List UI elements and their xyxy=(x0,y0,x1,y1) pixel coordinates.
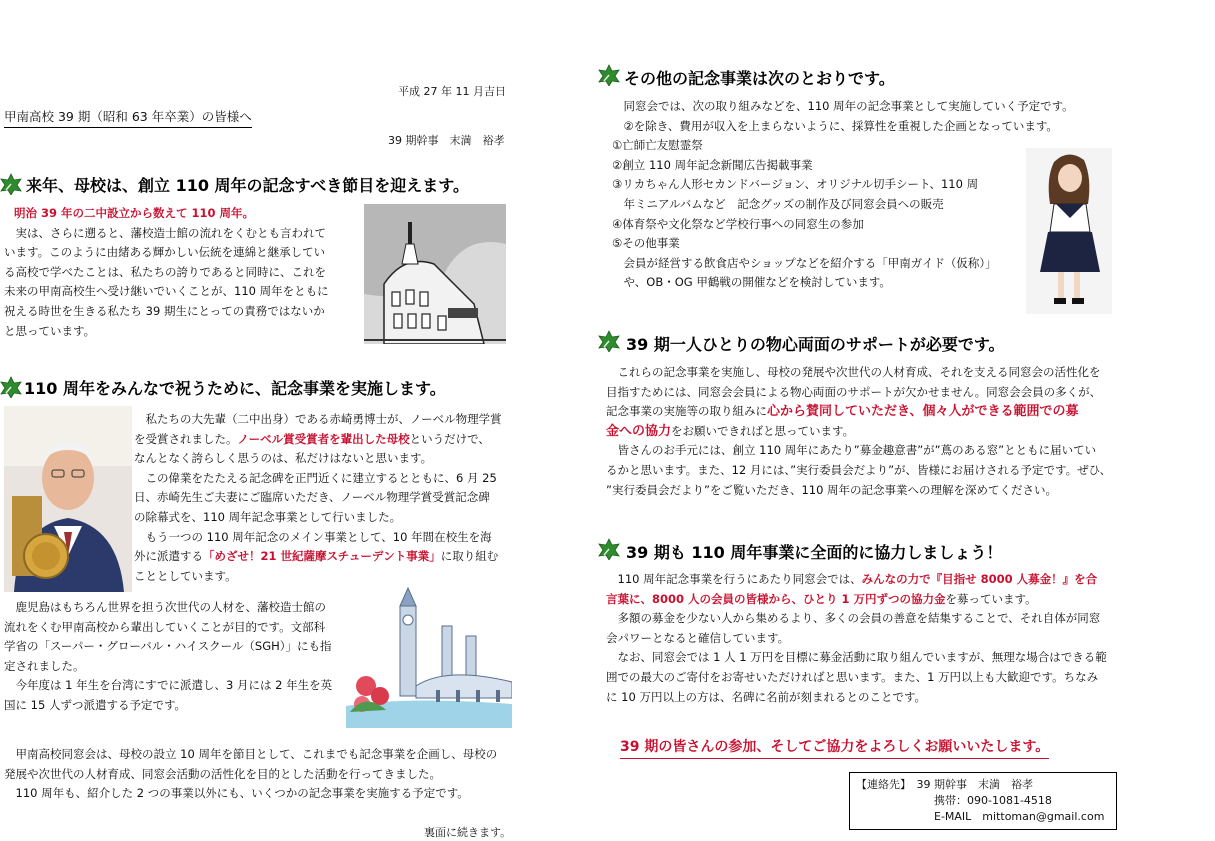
doll-illustration xyxy=(1026,148,1112,314)
section4-body xyxy=(606,363,1111,500)
body-line: ②を除き、費用が収入を上まらないように、採算性を重視した企画となっています。 xyxy=(612,118,1058,133)
list-item: ⑤その他事業 xyxy=(612,236,680,251)
body-line: 発展や次世代の人材育成、同窓会活動の活性化を目的とした活動を行ってきました。 xyxy=(4,766,441,781)
continued-note: 裏面に続きます。 xyxy=(424,826,512,839)
london-watercolor-illustration xyxy=(346,586,512,728)
body-line: 今年度は 1 年生を台湾にすでに派遣し、3 月には 2 年生を英 xyxy=(4,678,333,693)
body-line: ”実行委員会だより”をご覧いただき、110 周年の記念事業への理解を深めてください。 xyxy=(606,482,1058,497)
section3-body xyxy=(612,97,1074,293)
body-line: を受賞されました。ノーベル賞受賞者を輩出した母校というだけで、 xyxy=(134,431,490,446)
section5-body xyxy=(606,570,1107,707)
body-line: 私たちの大先輩（二中出身）である赤崎勇博士が、ノーベル物理学賞 xyxy=(134,412,502,426)
highlight-text: 金への協力 xyxy=(606,423,672,439)
body-line: 110 周年も、紹介した 2 つの事業以外にも、いくつかの記念事業を実施する予定です。 xyxy=(4,786,469,801)
body-line: もう一つの 110 周年記念のメイン事業として、10 年間在校生を海 xyxy=(134,529,492,544)
body-line: なお、同窓会では 1 人 1 万円を目標に募金活動に取り組んでいますが、無理な場合はできる範 xyxy=(606,650,1107,665)
body-line: 甲南高校同窓会は、母校の設立 10 周年を節目として、これまでも記念事業を企画し、母校の xyxy=(4,747,498,761)
body-line: これらの記念事業を実施し、母校の発展や次世代の人材育成、それを支える同窓会の活性化を xyxy=(606,365,1101,379)
body-line: 日、赤崎先生ご夫妻にご臨席いただき、ノーベル物理学賞受賞記念碑 xyxy=(134,490,490,505)
body-line: こととしています。 xyxy=(134,568,237,583)
section1-body xyxy=(4,204,329,341)
contact-email[interactable]: E-MAIL mittoman@gmail.com xyxy=(934,810,1105,823)
leaf-icon xyxy=(0,376,22,398)
highlight-text: 言葉に、8000 人の会員の皆様から、ひとり 1 万円ずつの協力金 xyxy=(606,591,946,606)
body-line: 多額の募金を少ない人から集めるより、多くの会員の善意を結集することで、それ自体が同窓 xyxy=(606,611,1101,626)
section2-title: 110 周年をみんなで祝うために、記念事業を実施します。 xyxy=(24,379,446,398)
body-line: る高校で学べたことは、私たちの誇りであると同時に、これを xyxy=(4,264,326,279)
section2-body-a xyxy=(134,410,502,586)
akasaki-photo xyxy=(4,406,132,592)
body-line: に 10 万円以上の方は、名碑に名前が刻まれるとのことです。 xyxy=(606,689,927,704)
body-line: 記念事業の実施等の取り組みに心から賛同していただき、個々人ができる範囲での募 xyxy=(606,404,1079,420)
body-line: 110 周年記念事業を行うにあたり同窓会では、みんなの力で『目指せ 8000 人募金！』を合 xyxy=(606,572,1098,586)
leaf-icon xyxy=(598,538,620,560)
body-line: 学省の「スーパー・グローバル・ハイスクール（SGH）」にも指 xyxy=(4,639,332,654)
body-line: なんとなく誇らしく思うのは、私だけはないと思います。 xyxy=(134,451,433,466)
list-item: や、OB・OG 甲鶴戦の開催などを検討しています。 xyxy=(612,275,891,290)
body-line: 目指すためには、同窓会会員による物心両面のサポートが欠かせません。同窓会会員の多くが、 xyxy=(606,384,1102,399)
body-line: 祝える時世を生きる私たち 39 期生にとっての責務ではないか xyxy=(4,303,325,318)
list-item: ②創立 110 周年記念新聞広告掲載事業 xyxy=(612,157,813,172)
section4-title: 39 期一人ひとりの物心両面のサポートが必要です。 xyxy=(626,335,1005,354)
body-line: るかと思います。また、12 月には、”実行委員会だより”が、皆様にお届けされる予定です。ぜひ、 xyxy=(606,462,1112,477)
highlight-text: 「めざせ！21 世紀薩摩スチューデント事業」 xyxy=(203,549,441,564)
list-item: 年ミニアルバムなど 記念グッズの制作及び同窓会員への販売 xyxy=(612,196,944,211)
body-line: 金への協力をお願いできればと思っています。 xyxy=(606,423,855,439)
section2-body-c xyxy=(4,745,497,804)
school-building-illustration xyxy=(364,204,506,344)
body-line: 囲での最大のご寄付をお寄せいただければと思います。また、1 万円以上も大歓迎です。ちなみ xyxy=(606,669,1099,684)
list-item: ③リカちゃん人形セカンドバージョン、オリジナル切手シート、110 周 xyxy=(612,177,979,192)
closing-message: 39 期の皆さんの参加、そしてご協力をよろしくお願いいたします。 xyxy=(620,736,1049,759)
highlight-text: みんなの力で『目指せ 8000 人募金！』を合 xyxy=(861,572,1098,586)
body-line: 会パワーとなると確信しています。 xyxy=(606,630,790,645)
leaf-icon xyxy=(0,173,22,195)
contact-name: 39 期幹事 末満 裕孝 xyxy=(916,778,1033,791)
body-line: 外に派遣する「めざせ！21 世紀薩摩スチューデント事業」に取り組む xyxy=(134,549,499,564)
body-line: の除幕式を、110 周年記念事業として行いました。 xyxy=(134,509,402,524)
highlight-text: ノーベル賞受賞者を輩出した母校 xyxy=(237,431,410,446)
body-line: 言葉に、8000 人の会員の皆様から、ひとり 1 万円ずつの協力金を募っています。 xyxy=(606,591,1037,606)
body-line: 流れをくむ甲南高校から輩出していくことが目的です。文部科 xyxy=(4,619,326,634)
leaf-icon xyxy=(598,330,620,352)
body-line: 実は、さらに遡ると、藩校造士館の流れをくむとも言われて xyxy=(4,225,326,240)
section5-title: 39 期も 110 周年事業に全面的に協力しましょう！ xyxy=(626,543,1003,562)
section2-body-b xyxy=(4,598,332,716)
body-line: この偉業をたたえる記念碑を正門近くに建立するとともに、6 月 25 xyxy=(134,470,497,485)
contact-label: 【連絡先】 xyxy=(856,778,906,791)
list-item: 会員が経営する飲食店やショップなどを紹介する「甲南ガイド（仮称）」 xyxy=(612,255,997,270)
body-line: います。このように由緒ある輝かしい伝統を連綿と継承してい xyxy=(4,245,326,260)
body-line: 皆さんのお手元には、創立 110 周年にあたり”募金趣意書”が”蔦のある窓”とともに届いてい xyxy=(606,443,1097,458)
leaf-icon xyxy=(598,64,620,86)
body-line: 未来の甲南高校生へ受け継いでいくことが、110 周年をともに xyxy=(4,284,329,299)
section1-title: 来年、母校は、創立 110 周年の記念すべき節目を迎えます。 xyxy=(26,176,469,195)
issue-date: 平成 27 年 11 月吉日 xyxy=(398,85,506,98)
section1-lead: 明治 39 年の二中設立から数えて 110 周年。 xyxy=(14,206,255,220)
body-line: 同窓会では、次の取り組みなどを、110 周年の記念事業として実施していく予定です。 xyxy=(612,99,1074,113)
addressee: 甲南高校 39 期（昭和 63 年卒業）の皆様へ xyxy=(4,107,252,128)
list-item: ④体育祭や文化祭など学校行事への同窓生の参加 xyxy=(612,216,864,231)
contact-box xyxy=(849,772,1117,830)
body-line: 国に 15 人ずつ派遣する予定です。 xyxy=(4,697,187,712)
sender: 39 期幹事 末満 裕孝 xyxy=(388,134,505,147)
body-line: 鹿児島はもちろん世界を担う次世代の人材を、藩校造士館の xyxy=(4,600,326,614)
highlight-text: 心から賛同していただき、個々人ができる範囲での募 xyxy=(767,404,1079,420)
list-item: ①亡師亡友慰霊祭 xyxy=(612,138,703,153)
body-line: と思っています。 xyxy=(4,323,96,338)
section3-title: その他の記念事業は次のとおりです。 xyxy=(624,69,895,88)
contact-mobile: 携帯：090-1081-4518 xyxy=(934,794,1052,807)
body-line: 定されました。 xyxy=(4,658,85,673)
